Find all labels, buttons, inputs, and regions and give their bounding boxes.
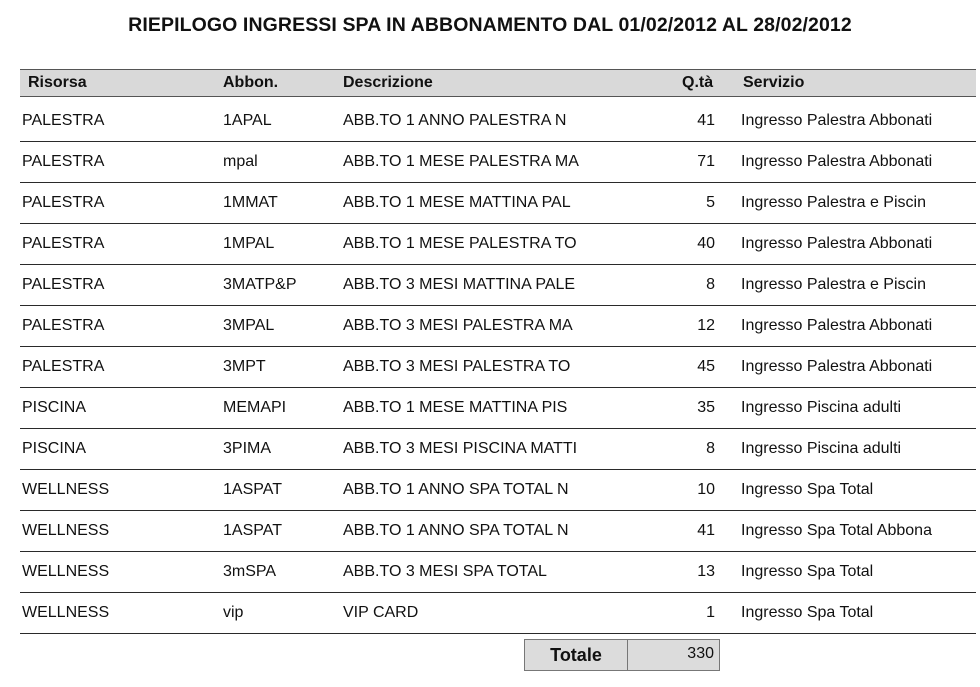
cell-risorsa: WELLNESS	[22, 522, 110, 539]
header-qta: Q.tà	[682, 74, 714, 91]
cell-abbon: 3MATP&P	[223, 276, 297, 293]
cell-abbon: mpal	[223, 153, 258, 170]
table-row	[20, 101, 976, 142]
table-row	[20, 142, 976, 183]
cell-descrizione: ABB.TO 1 ANNO SPA TOTAL N	[343, 522, 569, 539]
cell-descrizione: ABB.TO 3 MESI PALESTRA TO	[343, 358, 571, 375]
cell-qta: 12	[697, 317, 715, 334]
table-row	[20, 265, 976, 306]
header-descrizione: Descrizione	[343, 74, 433, 91]
table-row	[20, 306, 976, 347]
cell-qta: 40	[697, 235, 715, 252]
cell-servizio: Ingresso Palestra Abbonati	[741, 112, 933, 129]
cell-qta: 13	[697, 563, 715, 580]
cell-servizio: Ingresso Palestra Abbonati	[741, 317, 933, 334]
cell-qta: 8	[706, 276, 715, 293]
total-box	[524, 639, 720, 671]
cell-qta: 1	[706, 604, 715, 621]
table-row	[20, 183, 976, 224]
cell-descrizione: ABB.TO 1 ANNO SPA TOTAL N	[343, 481, 569, 498]
total-value: 330	[687, 645, 714, 662]
cell-servizio: Ingresso Palestra Abbonati	[741, 153, 933, 170]
cell-abbon: 3MPT	[223, 358, 266, 375]
cell-abbon: 1ASPAT	[223, 522, 282, 539]
cell-qta: 41	[697, 112, 715, 129]
cell-descrizione: ABB.TO 3 MESI SPA TOTAL	[343, 563, 547, 580]
cell-qta: 41	[697, 522, 715, 539]
header-servizio: Servizio	[743, 74, 805, 91]
table-body	[20, 101, 976, 634]
cell-abbon: 1MPAL	[223, 235, 275, 252]
cell-descrizione: ABB.TO 1 ANNO PALESTRA N	[343, 112, 567, 129]
cell-risorsa: PISCINA	[22, 440, 87, 457]
cell-qta: 35	[697, 399, 715, 416]
cell-abbon: 3MPAL	[223, 317, 275, 334]
cell-descrizione: ABB.TO 3 MESI MATTINA PALE	[343, 276, 576, 293]
table-row	[20, 347, 976, 388]
total-label: Totale	[525, 640, 628, 670]
cell-abbon: 1APAL	[223, 112, 272, 129]
cell-servizio: Ingresso Spa Total Abbona	[741, 522, 932, 539]
cell-abbon: 1MMAT	[223, 194, 278, 211]
cell-risorsa: PISCINA	[22, 399, 87, 416]
cell-abbon: vip	[223, 604, 244, 621]
cell-descrizione: VIP CARD	[343, 604, 419, 621]
cell-abbon: 3PIMA	[223, 440, 272, 457]
cell-servizio: Ingresso Piscina adulti	[741, 399, 902, 416]
cell-qta: 10	[697, 481, 715, 498]
table-row	[20, 552, 976, 593]
cell-servizio: Ingresso Palestra Abbonati	[741, 235, 933, 252]
table-row	[20, 470, 976, 511]
cell-risorsa: WELLNESS	[22, 604, 110, 621]
header-risorsa: Risorsa	[28, 74, 87, 91]
cell-risorsa: PALESTRA	[22, 317, 105, 334]
cell-servizio: Ingresso Spa Total	[741, 604, 874, 621]
cell-risorsa: PALESTRA	[22, 153, 105, 170]
cell-risorsa: PALESTRA	[22, 194, 105, 211]
table-row	[20, 224, 976, 265]
header-abbon: Abbon.	[223, 74, 279, 91]
cell-abbon: MEMAPI	[223, 399, 287, 416]
cell-abbon: 1ASPAT	[223, 481, 282, 498]
cell-servizio: Ingresso Spa Total	[741, 481, 874, 498]
cell-servizio: Ingresso Palestra e Piscin	[741, 276, 926, 293]
cell-risorsa: PALESTRA	[22, 235, 105, 252]
table-row	[20, 511, 976, 552]
cell-qta: 8	[706, 440, 715, 457]
cell-descrizione: ABB.TO 1 MESE MATTINA PAL	[343, 194, 571, 211]
cell-descrizione: ABB.TO 1 MESE PALESTRA TO	[343, 235, 577, 252]
table-header	[20, 69, 976, 97]
cell-risorsa: WELLNESS	[22, 481, 110, 498]
cell-descrizione: ABB.TO 3 MESI PALESTRA MA	[343, 317, 573, 334]
table-row	[20, 593, 976, 634]
cell-descrizione: ABB.TO 1 MESE MATTINA PIS	[343, 399, 568, 416]
cell-servizio: Ingresso Palestra e Piscin	[741, 194, 926, 211]
cell-servizio: Ingresso Spa Total	[741, 563, 874, 580]
cell-servizio: Ingresso Piscina adulti	[741, 440, 902, 457]
cell-risorsa: PALESTRA	[22, 112, 105, 129]
cell-servizio: Ingresso Palestra Abbonati	[741, 358, 933, 375]
cell-abbon: 3mSPA	[223, 563, 277, 580]
report-title: RIEPILOGO INGRESSI SPA IN ABBONAMENTO DAL 01/02/2012 AL 28/02/2012	[128, 14, 852, 36]
cell-descrizione: ABB.TO 3 MESI PISCINA MATTI	[343, 440, 578, 457]
table-row	[20, 429, 976, 470]
cell-qta: 5	[706, 194, 715, 211]
cell-risorsa: PALESTRA	[22, 358, 105, 375]
cell-qta: 71	[697, 153, 715, 170]
table-row	[20, 388, 976, 429]
cell-risorsa: PALESTRA	[22, 276, 105, 293]
cell-descrizione: ABB.TO 1 MESE PALESTRA MA	[343, 153, 579, 170]
cell-qta: 45	[697, 358, 715, 375]
cell-risorsa: WELLNESS	[22, 563, 110, 580]
